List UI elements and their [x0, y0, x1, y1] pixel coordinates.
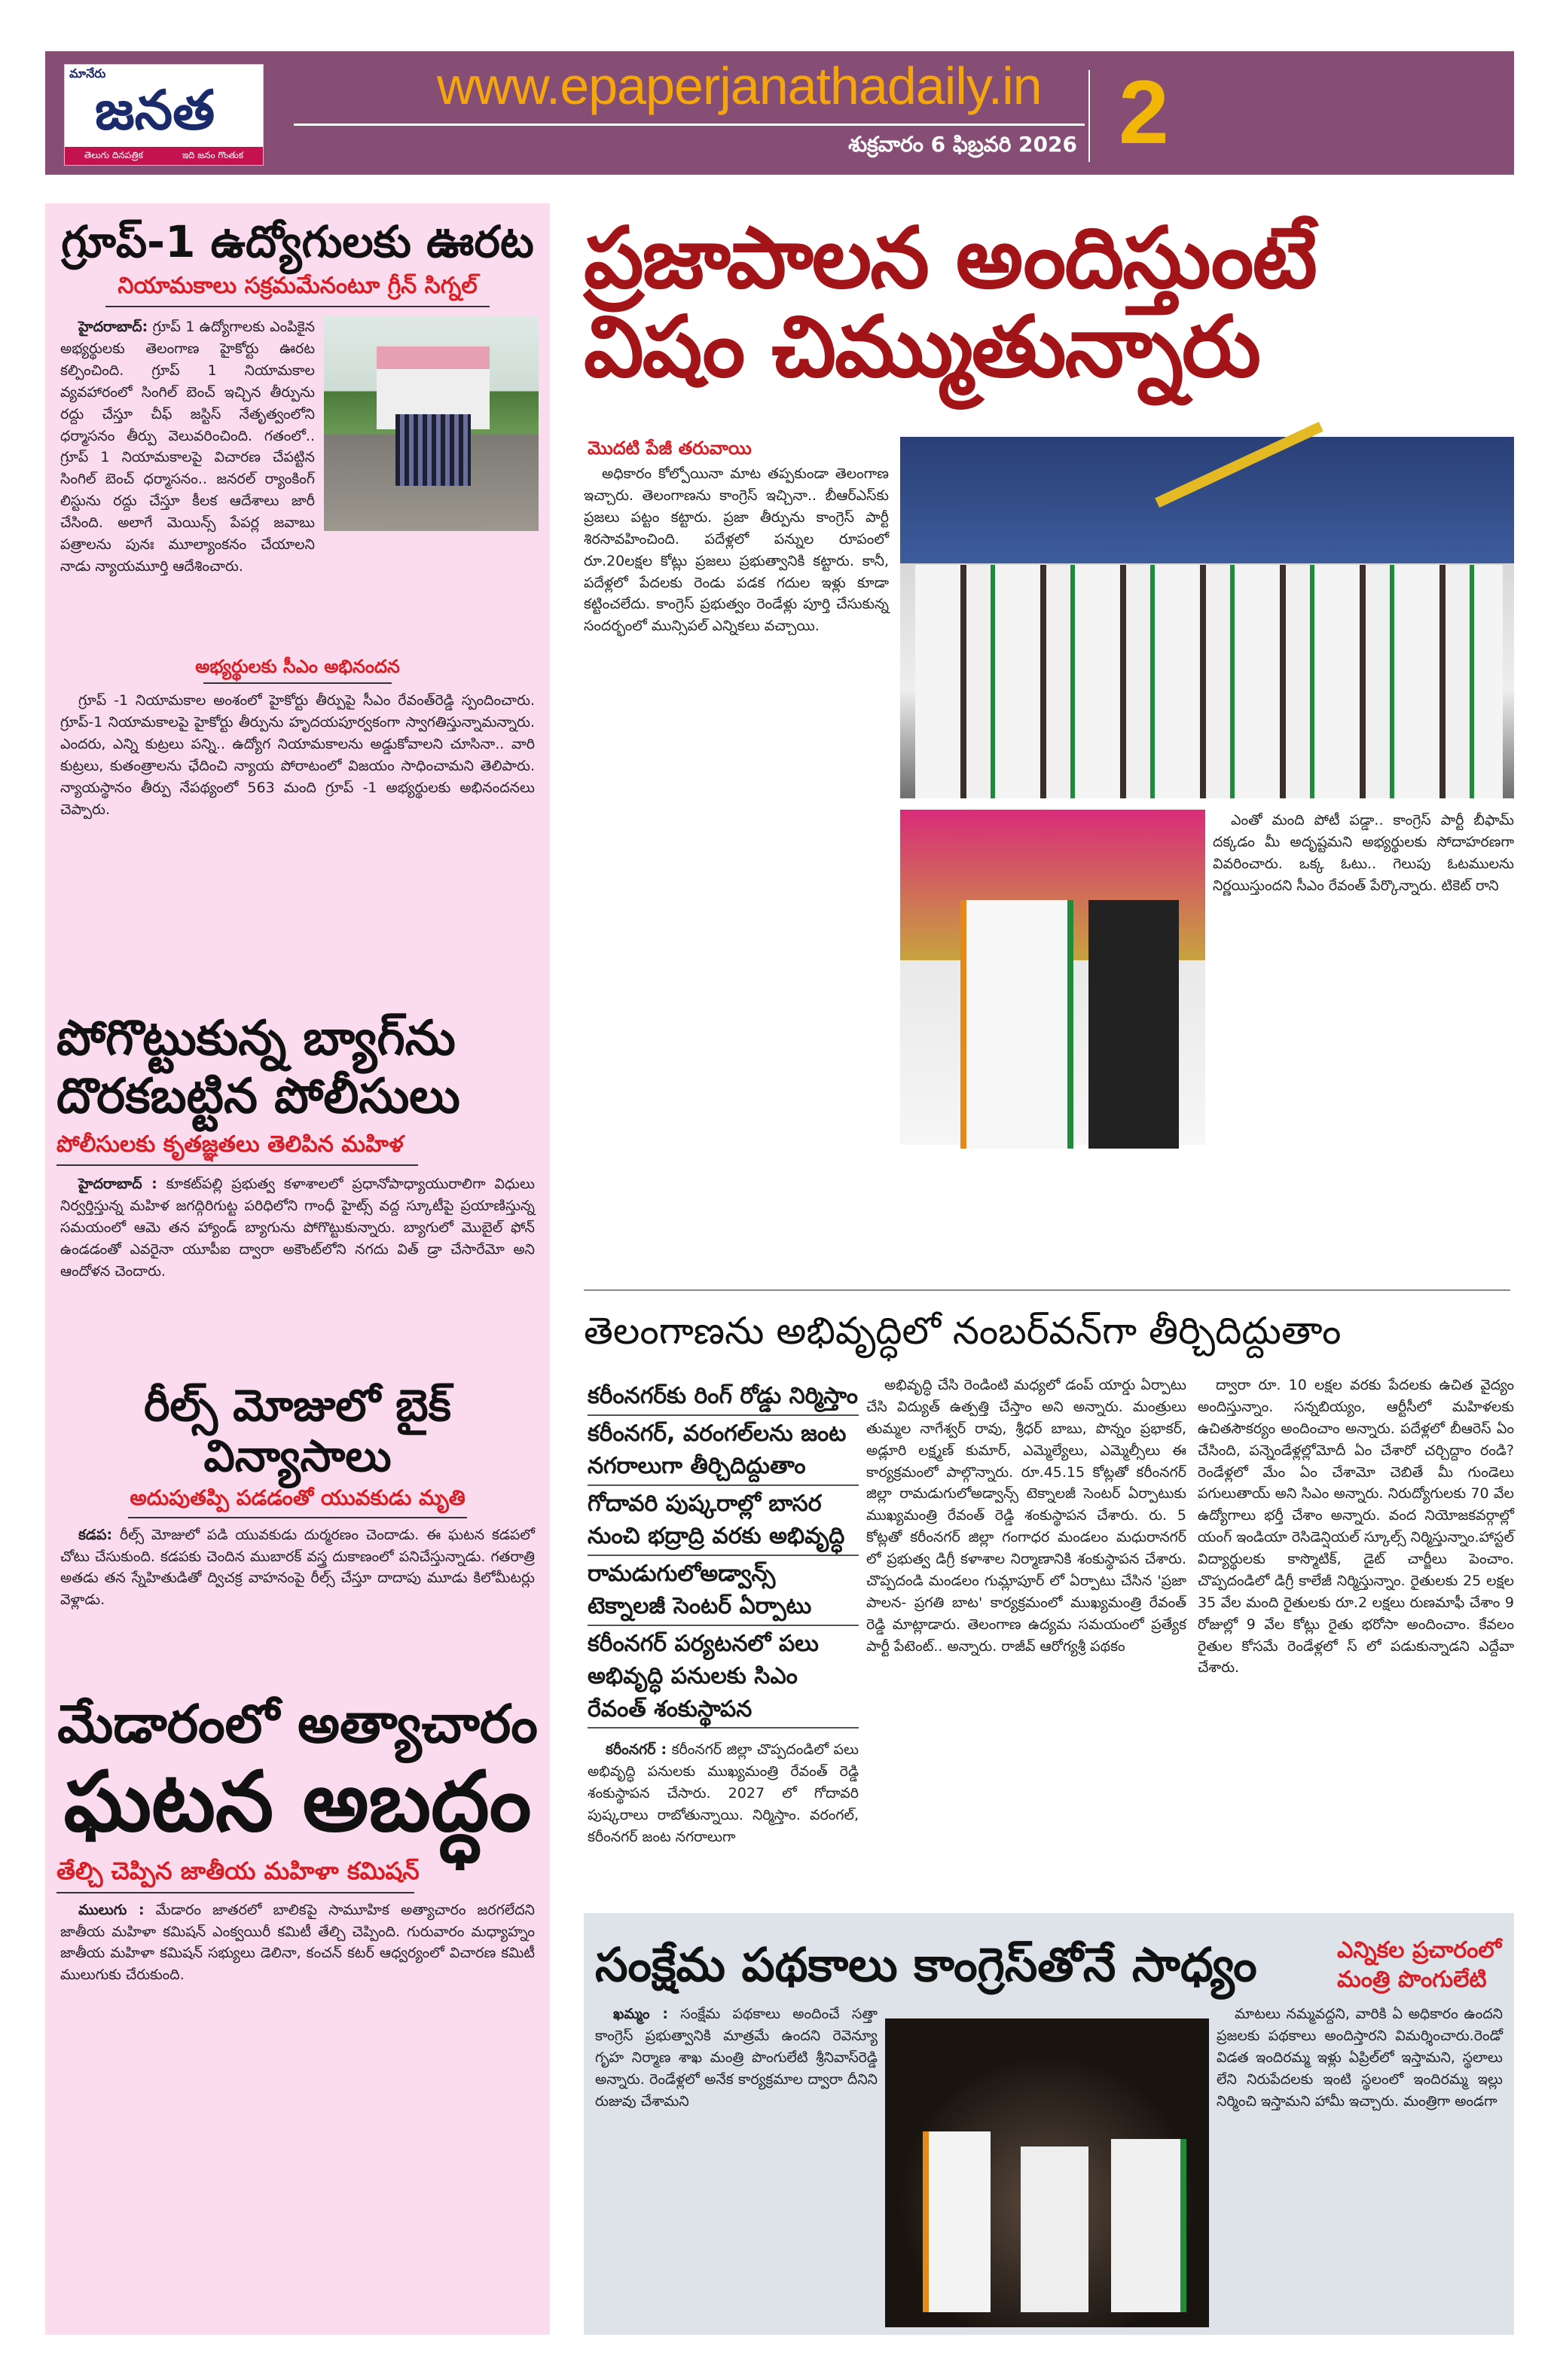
- lead-body-right: [1213, 810, 1514, 1141]
- article-text: ద్వారా రూ. 10 లక్షల వరకు పేదలకు ఉచిత వైద్యం అందిస్తున్నాం. సన్నబియ్యం, ఆర్టీసీలో మహిళలకు ఉచితసౌకర్యం అందించాం అన్నారు. పదేళ్లలో బీఆరెస్ ఏం చేసింది, పన్నెండేళ్లల్లోమోదీ ఏం చేశారో చర్చిద్దాం రండి? రెండేళ్లలో మేం ఏం చేశామో చెబితే మీ గుండెలు పగులుతాయ్ అని సిఎం అన్నారు. నిరుద్యోగులకు 70 వేల ఉద్యోగాలు భర్తీ చేశాం అన్నారు. వంద నియోజకవర్గాల్లో యంగ్ ఇండియా రెసిడెన్షియల్ స్కూల్స్ నిర్మిస్తున్నాం.హాస్టల్ విద్యార్థులకు కాస్మొటిక్, డైట్ చార్జీలు పెంచాం. చొప్పదండిలో డిగ్రీ కాలేజీ నిర్మిస్తున్నాం. రైతులకు 25 లక్షల 35 వేల మంది రైతులకు రూ.2 లక్షలు రుణమాఫీ చేశాం 9 రోజుల్లో 9 వేల కోట్లు రైతు భరోసా అందించాం. కేవలం రైతుల కోసమే రెండేళ్లలో స్ లో పడుకున్నాడని ఎద్దేవా చేశారు.: [1198, 1377, 1514, 1677]
- article-text: అధికారం కోల్పోయినా మాట తప్పకుండా తెలంగాణ ఇచ్చారు. తెలంగాణను కాంగ్రెస్ ఇచ్చినా.. బీఆర్ఎస్‌కు ప్రజలు పట్టం కట్టారు. ప్రజా తీర్పును కాంగ్రెస్ పార్టీ శిరసావహించింది. పదేళ్లలో పన్నుల రూపంలో రూ.20లక్షల కోట్లు ప్రజలు ప్రభుత్వానికి కట్టారు. కానీ, పదేళ్లలో పేదలకు రెండు పడక గదుల ఇళ్లు కూడా కట్టించలేదు. కాంగ్రెస్ ప్రభుత్వం రెండేళ్లు పూర్తి చేసుకున్న సందర్భంలో మున్సిపల్ ఎన్నికలు వచ్చాయి.: [584, 465, 889, 635]
- logo-tag-left: తెలుగు దినపత్రిక: [84, 149, 143, 160]
- cm-group-photo: [900, 437, 1514, 798]
- issue-date: శుక్రవారం 6 ఫిబ్రవరి 2026: [848, 132, 1077, 157]
- telangana-body-mid: [866, 1375, 1186, 1902]
- logo-small-text: మానేరు: [69, 66, 106, 81]
- telangana-body-right: [1198, 1375, 1514, 1902]
- divider: [105, 306, 490, 307]
- welfare-header-row: [595, 1936, 1503, 1994]
- masthead: [45, 51, 1514, 175]
- medaram-subhead: తేల్చి చెప్పిన జాతీయ మహిళా కమిషన్: [56, 1856, 420, 1885]
- lead-headline: [584, 209, 1518, 396]
- group1-subhead2: అభ్యర్థులకు సీఎం అభినందన: [195, 656, 400, 678]
- article-text: మేడారం జాతరలో బాలికపై సామూహిక అత్యాచారం జరగలేదని జాతీయ మహిళా కమిషన్ ఎంక్వయిరీ కమిటీ తేల్చి చెప్పింది. గురువారం మధ్యాహ్నం జాతీయ మహిళా కమిషన్ సభ్యులు డెలినా, కంచన్ కటర్ ఆధ్వర్యంలో విచారణ కమిటీ ములుగుకు చేరుకుంది.: [60, 1901, 535, 1984]
- side-subhead-line2: మంత్రి పొంగులేటి: [1337, 1967, 1487, 1993]
- telangana-body-left: [588, 1739, 859, 1898]
- minister-campaign-photo: [885, 2018, 1209, 2327]
- lead-headline-line1: ప్రజాపాలన అందిస్తుంటే: [584, 209, 1316, 307]
- masthead-vertical-divider: [1088, 70, 1090, 162]
- divider: [203, 682, 392, 684]
- lead-body: [584, 463, 889, 1141]
- medaram-headline-line1: మేడారంలో అత్యాచారం: [57, 1692, 538, 1755]
- masthead-divider: [294, 124, 1085, 126]
- highlight-item: కరీంనగర్ పర్యటనలో పలు అభివృద్ధి పనులకు సిఎం రేవంత్ శంకుస్థాపన: [588, 1626, 859, 1729]
- lead-headline-line2: విషం చిమ్ముతున్నారు: [584, 298, 1260, 396]
- logo-name: జనత: [95, 78, 215, 142]
- article-text: కరీంనగర్ జిల్లా చొప్పదండిలో పలు అభివృద్ధి పనులకు ముఖ్యమంత్రి రేవంత్ రెడ్డి శంకుస్థాపన చేసారు. 2027 లో గోదావరి పుష్కరాలు రాబోతున్నాయి. నిర్మిస్తాం. వరంగల్, కరీంనగర్ జంట నగరాలుగా: [588, 1741, 859, 1845]
- website-url[interactable]: www.epaperjanathadaily.in: [437, 56, 1042, 115]
- welfare-side-subhead: [1337, 1936, 1503, 1994]
- cm-waving-photo: [900, 810, 1205, 1145]
- telangana-headline: తెలంగాణను అభివృద్ధిలో నంబర్‌వన్‌గా తీర్చిదిద్దుతాం: [584, 1309, 1342, 1353]
- welfare-headline: సంక్షేమ పథకాలు కాంగ్రెస్‌తోనే సాధ్యం: [595, 1937, 1257, 1993]
- dateline: ములుగు :: [78, 1901, 145, 1918]
- dateline: హైదరాబాద్ :: [78, 1176, 157, 1193]
- article-text: రీల్స్ మోజులో పడి యువకుడు దుర్మరణం చెందాడు. ఈ ఘటన కడపలో చోటు చేసుకుంది. కడపకు చెందిన ముబారక్ వస్త్ర దుకాణంలో పనిచేస్తున్నాడు. గతరాత్రి అతడు తన స్నేహితుడితో ద్విచక్ర వాహనంపై రీల్స్ చేస్తూ దాదాపు మూడు కిలోమీటర్లు వెళ్లాడు.: [60, 1526, 535, 1609]
- bag-subhead: పోలీసులకు కృతజ్ఞతలు తెలిపిన మహిళ: [56, 1130, 404, 1158]
- high-court-photo: [324, 316, 539, 531]
- telangana-highlights: [588, 1378, 859, 1729]
- article-text: కూకట్‌పల్లి ప్రభుత్వ కళాశాలలో ప్రధానోపాధ్యాయురాలిగా విధులు నిర్వర్తిస్తున్న మహిళ జగద్గిరిగుట్ట పరిధిలోని గాంధీ హైట్స్ వద్ద స్కూటీపై ప్రయాణిస్తున్న సమయంలో ఆమె తన హ్యాండ్ బ్యాగును పోగొట్టుకున్నారు. బ్యాగులో మొబైల్ ఫోన్ ఉండడంతో ఎవరైనా యూపీఐ ద్వారా అకౌంట్‌లోని నగదు విత్ డ్రా చేసారేమో అని ఆందోళన చెందారు.: [60, 1176, 535, 1280]
- continued-kicker: మొదటి పేజీ తరువాయి: [588, 438, 752, 459]
- article-text: అభివృద్ధి చేసి రెండింటి మధ్యలో డంప్ యార్డు ఏర్పాటు చేసి విద్యుత్ ఉత్పత్తి చేస్తాం అని అన్నారు. మంత్రులు తుమ్మల నాగేశ్వర్ రావు, శ్రీధర్ బాబు, పొన్నం ప్రభాకర్, అడ్లూరి లక్ష్మణ్ కుమార్, ఎమ్మెల్యేలు, ఎమ్మెల్సీలు ఈ కార్యక్రమంలో పాల్గొన్నారు. రూ.45.15 కోట్లతో కరీంనగర్ జిల్లా రామడుగులోఅడ్వాన్స్ టెక్నాలజీ సెంటర్ ఏర్పాటుకు ముఖ్యమంత్రి రేవంత్ రెడ్డి శంకుస్థాపన చేశారు. రు. 5 కోట్లతో కరీంనగర్ జిల్లా గంగాధర మండలం మధురానగర్ లో ప్రభుత్వ డిగ్రీ కళాశాల నిర్మాణానికి శంకుస్థాపన చేశారు. చొప్పదండి మండలం గుమ్లాపూర్ లో ఏర్పాటు చేసిన 'ప్రజా పాలన- ప్రగతి బాట' కార్యక్రమంలో ముఖ్యమంత్రి రేవంత్ రెడ్డి మాట్లాడారు. తెలంగాణ ఉద్యమ సమయంలో ప్రత్యేక పార్టీ పేటెంట్.. అన్నారు. రాజీవ్ ఆరోగ్యశ్రీ పథకం: [866, 1377, 1186, 1655]
- article-text: సంక్షేమ పథకాలు అందించే సత్తా కాంగ్రెస్ ప్రభుత్వానికి మాత్రమే ఉందని రెవెన్యూ గృహ నిర్మాణ శాఖ మంత్రి పొంగులేటి శ్రీనివాస్‌రెడ్డి అన్నారు. రెండేళ్లలో అనేక కార్యక్రమాల ద్వారా దీనిని రుజువు చేశామని: [595, 2006, 878, 2110]
- group1-body-row: [53, 316, 542, 575]
- group1-headline: గ్రూప్-1 ఉద్యోగులకు ఊరట: [61, 216, 534, 267]
- welfare-body-right: [1217, 2003, 1503, 2327]
- side-subhead-line1: ఎన్నికల ప్రచారంలో: [1337, 1937, 1502, 1964]
- group1-body2: [53, 690, 542, 991]
- group1-subhead: నియామకాలు సక్రమమేనంటూ గ్రీన్ సిగ్నల్: [118, 272, 478, 299]
- page-number: 2: [1119, 62, 1169, 163]
- dateline: హైదరాబాద్:: [78, 319, 148, 336]
- dateline: కడప:: [78, 1526, 113, 1543]
- group1-body: [60, 316, 316, 575]
- article-text: గ్రూప్ -1 నియామకాల అంశంలో హైకోర్టు తీర్పుపై సీఎం రేవంత్‌రెడ్డి స్పందించారు. గ్రూప్-1 నియామకాలపై హైకోర్టు తీర్పును హృదయపూర్వకంగా స్వాగతిస్తున్నామన్నారు. ఎందరు, ఎన్ని కుట్రలు పన్ని.. ఉద్యోగ నియామకాలను అడ్డుకోవాలని చూసినా.. వారి కుట్రలు, కుతంత్రాలను ఛేదించి న్యాయ పోరాటంలో విజయం సాధించామని తెలిపారు. న్యాయస్థానం తీర్పు నేపథ్యంలో 563 మంది గ్రూప్ -1 అభ్యర్థులకు అభినందనలు చెప్పారు.: [60, 692, 535, 818]
- article-text: గ్రూప్ 1 ఉద్యోగాలకు ఎంపికైన అభ్యర్థులకు తెలంగాణ హైకోర్టు ఊరట కల్పించింది. గ్రూప్ 1 నియామకాల వ్యవహారంలో సింగిల్ బెంచ్ ఇచ్చిన తీర్పును రద్దు చేస్తూ చీఫ్ జస్టిస్ నేతృత్వంలోని ధర్మాసనం తీర్పు వెలువరించింది. గతంలో.. గ్రూప్ 1 నియామకాలపై విచారణ చేపట్టిన సింగిల్ బెంచ్ ధర్మాసనం.. జనరల్ ర్యాంకింగ్ లిస్టును రద్దు చేస్తూ కీలక ఆదేశాలు జారీ చేసింది. అలాగే మెయిన్స్ పేపర్ల జవాబు పత్రాలను పునః మూల్యాంకనం చేయాలని నాడు న్యాయమూర్తి ఆదేశించారు.: [60, 319, 316, 575]
- highlight-item: రామడుగులోఅడ్వాన్స్ టెక్నాలజీ సెంటర్ ఏర్పాటు: [588, 1556, 859, 1626]
- divider: [56, 1892, 414, 1893]
- dateline: కరీంనగర్ :: [606, 1741, 667, 1758]
- welfare-body-left: [595, 2003, 878, 2327]
- divider: [56, 1164, 418, 1166]
- left-column: [45, 203, 550, 2335]
- article-text: ఎంతో మంది పోటీ పడ్డా.. కాంగ్రెస్ పార్టీ బీఫామ్ దక్కడం మీ అదృష్టమని అభ్యర్థులకు సోదాహరణగా వివరించారు. ఒక్క ఓటు.. గెలుపు ఓటములను నిర్ణయిస్తుందని సీఎం రేవంత్ పేర్కొన్నారు. టికెట్ రాని: [1213, 812, 1514, 894]
- logo-tag-right: ఇది జనం గొంతుక: [182, 149, 244, 160]
- dateline: ఖమ్మం :: [613, 2006, 668, 2022]
- reels-body: [53, 1524, 542, 1675]
- bag-body: [53, 1173, 542, 1362]
- divider: [128, 1517, 467, 1518]
- newspaper-logo: [64, 64, 264, 166]
- bag-headline: పోగొట్టుకున్న బ్యాగ్‌ను దొరకబట్టిన పోలీసులు: [56, 1011, 460, 1124]
- welfare-content-row: [595, 2003, 1503, 2327]
- logo-tagline-strip: [65, 147, 263, 165]
- reels-headline: రీల్స్ మోజులో బైక్ విన్యాసాలు: [144, 1380, 451, 1481]
- divider: [584, 1289, 1510, 1291]
- welfare-story-box: [584, 1913, 1514, 2335]
- highlight-item: గోదావరి పుష్కరాల్లో బాసర నుంచి భద్రాద్రి వరకు అభివృద్ధి: [588, 1486, 859, 1556]
- medaram-body: [53, 1899, 542, 2320]
- medaram-headline-line2: ఘటన అబద్ధం: [63, 1753, 532, 1851]
- highlight-item: కరీంనగర్‌కు రింగ్ రోడ్డు నిర్మిస్తాం: [588, 1378, 859, 1416]
- reels-subhead: అదుపుతప్పి పడడంతో యువకుడు మృతి: [130, 1484, 466, 1510]
- lead-text-column: [584, 437, 889, 1141]
- telangana-left-column: [588, 1378, 859, 1898]
- article-text: మాటలు నమ్మవద్దని, వారికి ఏ అధికారం ఉందని ప్రజలకు పథకాలు అందిస్తారని విమర్శించారు.రెండో విడత ఇందిరమ్మ ఇళ్లు ఏప్రిల్‌లో ఇస్తామని, స్థలాలు లేని నిరుపేదలకు ఇంటి స్థలంలో ఇందిరమ్మ ఇల్లు నిర్మించి ఇస్తామని హామీ ఇచ్చారు. మంత్రిగా అండగా: [1217, 2006, 1503, 2110]
- highlight-item: కరీంనగర్, వరంగల్‌లను జంట నగరాలుగా తీర్చిదిద్దుతాం: [588, 1416, 859, 1486]
